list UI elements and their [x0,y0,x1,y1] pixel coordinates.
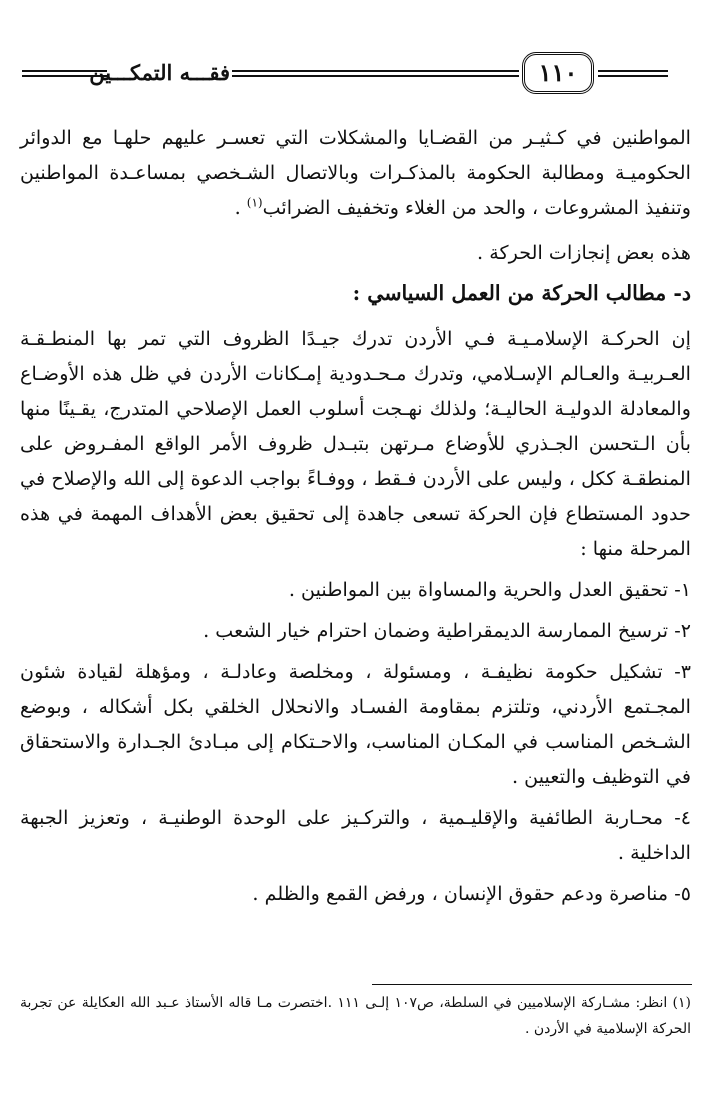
paragraph-1-end: . [234,196,247,219]
running-title: فقـــه التمكـــين [89,60,230,85]
list-item-2: ٢- ترسيخ الممارسة الديمقراطية وضمان احترام خيار الشعب . [203,619,691,642]
list-item-1: ١- تحقيق العدل والحرية والمساواة بين المواطنين . [288,578,691,601]
paragraph-3: إن الحركـة الإسلامـيـة فـي الأردن تدرك جيـدًا الظروف التي تمر بها المنطـقـة العـربيـة والعـالم الإسـلامي، وتدرك مـحـدودية إمـكانات الأردن في ظل هذه الأوضـاع والمعادلة الدوليـة الحاليـة؛ ولذلك نهـجت أسلوب العمل الإصلاحي المتدرج، يقـينًا منها بأن الـتحسن الجـذري للأوضاع مـرتهن بتبـدل ظروف الأمر الواقع المفـروض على المنطقـة ككل ، وليس على الأردن فـقط ، ووفـاءً بواجب الدعوة إلى الله والإصلاح في حدود المستطاع فإن الحركة تسعى جاهدة إلى تحقيق بعض الأهداف المهمة في هذه المرحلة منها : [20,327,691,560]
main-text [20,120,691,911]
page-header [0,52,713,102]
list-item-5: ٥- مناصرة ودعم حقوق الإنسان ، ورفض القمع والظلم . [252,882,691,905]
paragraph-2: هذه بعض إنجازات الحركة . [477,241,691,264]
footnote-reference: (١) [246,195,263,210]
header-rule-middle [232,70,519,77]
section-heading: د- مطالب الحركة من العمل السياسي : [352,281,691,305]
list-item-4: ٤- محـاربة الطائفية والإقليـمية ، والتركـيز على الوحدة الوطنيـة ، وتعزيز الجبهة الداخلية . [20,806,691,864]
paragraph-1-text: المواطنين في كـثيـر من القضـايا والمشكلات التي تعسـر عليهم حلهـا مع الدوائر الحكوميـة ومطالبة الحكومة بالمذكـرات وبالاتصال الشـخصي بمساعـدة المواطنين وتنفيذ المشروعات ، والحد من الغلاء وتخفيف الضرائب [20,126,691,219]
footnote: (١) انظر: مشـاركة الإسلاميين في السلطة، ص١٠٧ إلـى ١١١ .اختصرت مـا قاله الأستاذ عـبد الله العكايلة عن تجربة الحركة الإسلامية في الأردن . [20,995,691,1037]
header-rule-right [598,70,668,77]
footnote-divider [372,984,692,985]
page-number: ١١٠ [522,52,594,94]
paragraph-1 [20,120,691,225]
list-item-3: ٣- تشكيل حكومة نظيفـة ، ومسئولة ، ومخلصة وعادلـة ، ومؤهلة لقيادة شئون المجـتمع الأردني، وتلتزم بمقاومة الفسـاد والانحلال الخلقي بكل أشكاله ، وبوضع الشـخص المناسب في المكـان المناسب، والاحـتكام إلى مبـادئ الجـدارة والاستحقاق في التوظيف والتعيين . [20,660,691,788]
